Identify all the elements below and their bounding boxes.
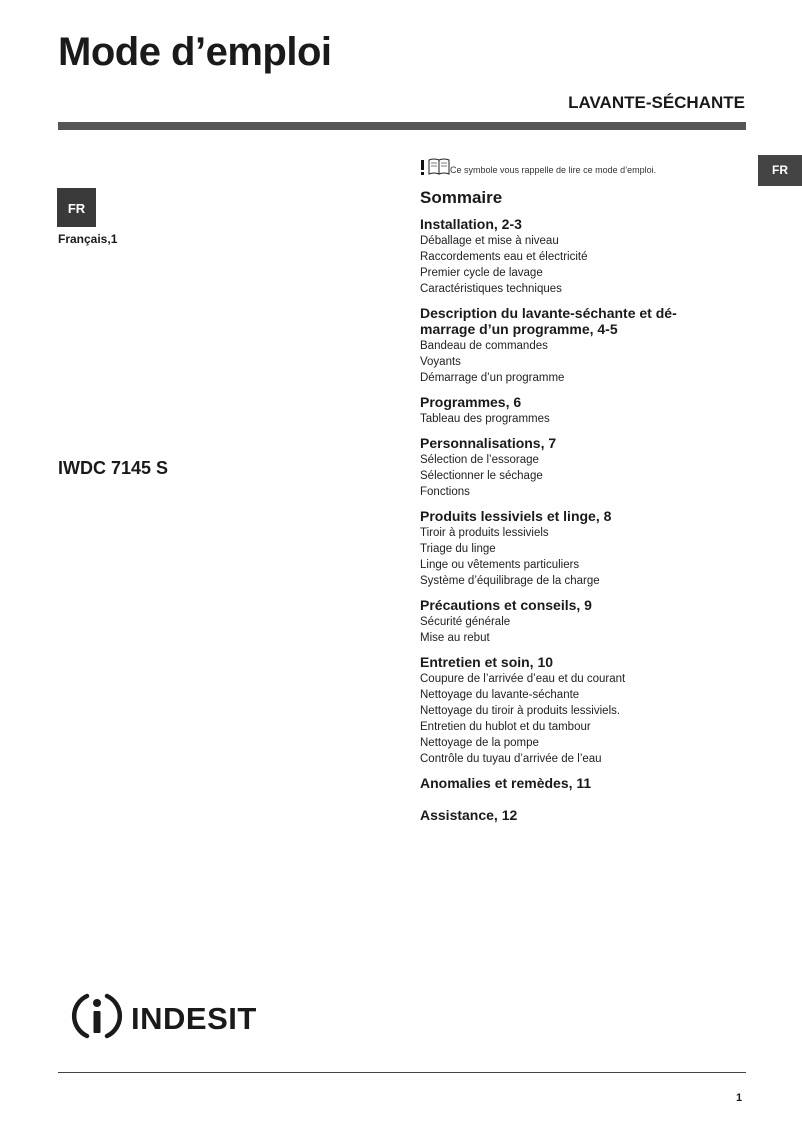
toc-item: Tableau des programmes xyxy=(420,413,550,425)
toc-section-title-line: marrage d’un programme, 4-5 xyxy=(420,321,618,337)
page-number: 1 xyxy=(736,1092,743,1104)
language-side-tab: FR xyxy=(758,155,802,186)
language-label: Français,1 xyxy=(58,232,118,246)
header-rule xyxy=(58,122,746,130)
toc-item: Contrôle du tuyau d’arrivée de l’eau xyxy=(420,753,602,765)
toc-item: Mise au rebut xyxy=(420,632,490,644)
warning-book-icon xyxy=(420,157,458,177)
indesit-logo-icon xyxy=(71,990,123,1047)
brand-name: INDESIT xyxy=(131,1000,257,1036)
toc-item: Bandeau de commandes xyxy=(420,340,548,352)
product-type-heading: LAVANTE-SÉCHANTE xyxy=(568,93,745,112)
toc-section-title: Programmes, 6 xyxy=(420,394,522,410)
toc-section-anomalies xyxy=(420,775,750,791)
toc-section-title xyxy=(420,305,750,337)
toc-item: Caractéristiques techniques xyxy=(420,283,562,295)
language-badge: FR xyxy=(57,188,96,227)
toc-item: Sélection de l’essorage xyxy=(420,454,539,466)
toc-section-title: Précautions et conseils, 9 xyxy=(420,597,592,613)
toc-section-description xyxy=(420,305,750,386)
notice-text: Ce symbole vous rappelle de lire ce mode d’emploi. xyxy=(450,165,657,175)
toc-item: Démarrage d’un programme xyxy=(420,372,565,384)
footer-rule xyxy=(58,1072,746,1073)
toc-item: Coupure de l’arrivée d’eau et du courant xyxy=(420,673,626,685)
toc-item: Triage du linge xyxy=(420,543,496,555)
toc-section-assistance xyxy=(420,807,750,823)
toc-item: Nettoyage du lavante-séchante xyxy=(420,689,580,701)
toc-section-installation xyxy=(420,216,750,297)
toc-item: Nettoyage de la pompe xyxy=(420,737,539,749)
toc-item: Linge ou vêtements particuliers xyxy=(420,559,580,571)
toc-section-precautions xyxy=(420,597,750,646)
toc-section-personnalisations xyxy=(420,435,750,500)
toc-section-programmes xyxy=(420,394,750,427)
toc-section-title: Anomalies et remèdes, 11 xyxy=(420,775,592,791)
toc-item: Sécurité générale xyxy=(420,616,511,628)
toc-section-title: Installation, 2-3 xyxy=(420,216,522,232)
toc-item: Système d’équilibrage de la charge xyxy=(420,575,600,587)
toc-item: Raccordements eau et électricité xyxy=(420,251,588,263)
toc-section-title-line: Description du lavante-séchante et dé- xyxy=(420,305,677,321)
toc-section-title: Personnalisations, 7 xyxy=(420,435,557,451)
toc-section-title: Assistance, 12 xyxy=(420,807,518,823)
toc-section-entretien xyxy=(420,654,750,767)
toc-item: Premier cycle de lavage xyxy=(420,267,543,279)
toc-item: Sélectionner le séchage xyxy=(420,470,543,482)
toc-item: Entretien du hublot et du tambour xyxy=(420,721,591,733)
table-of-contents xyxy=(420,186,750,831)
toc-item: Nettoyage du tiroir à produits lessiviels. xyxy=(420,705,621,717)
toc-item: Déballage et mise à niveau xyxy=(420,235,559,247)
toc-section-produits xyxy=(420,508,750,589)
toc-item: Voyants xyxy=(420,356,461,368)
toc-section-title: Produits lessiviels et linge, 8 xyxy=(420,508,612,524)
model-number: IWDC 7145 S xyxy=(58,458,169,478)
toc-item: Tiroir à produits lessiviels xyxy=(420,527,549,539)
toc-section-title: Entretien et soin, 10 xyxy=(420,654,554,670)
toc-item: Fonctions xyxy=(420,486,470,498)
toc-title: Sommaire xyxy=(420,188,503,207)
page-title: Mode d’emploi xyxy=(58,30,332,74)
reading-notice xyxy=(420,155,656,177)
brand-logo xyxy=(71,990,257,1047)
